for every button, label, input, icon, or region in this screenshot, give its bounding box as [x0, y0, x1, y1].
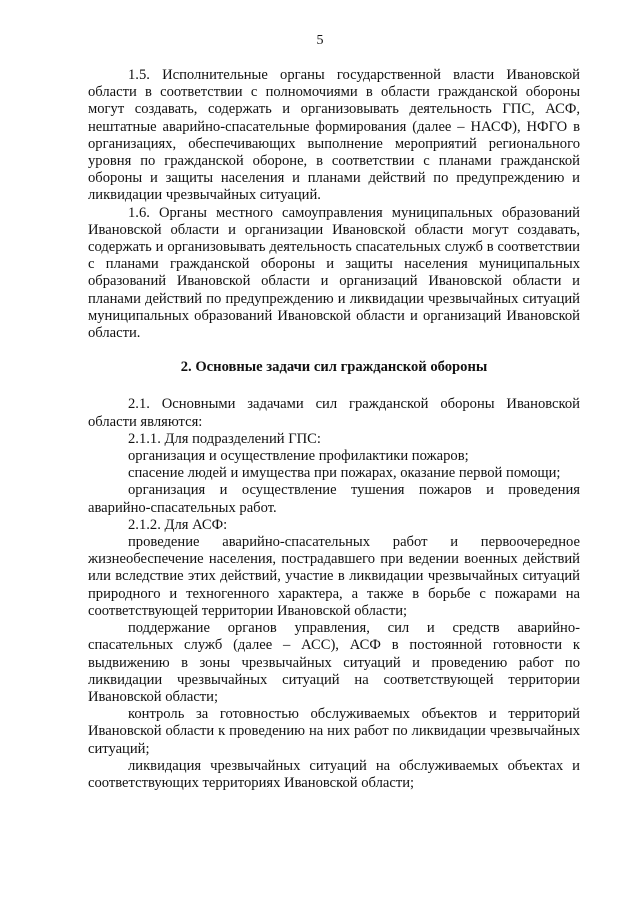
- paragraph-2-1-2: 2.1.2. Для АСФ:: [128, 516, 228, 533]
- list-item: организация и осуществление тушения пожаров и проведения аварийно-спасательных работ.: [88, 482, 580, 516]
- list-item: поддержание органов управления, сил и средств аварийно-спасательных служб (далее – АСС), АСФ в постоянной готовности к выдвижению в зоны чрезвычайных ситуаций и проведению работ по ликвидации чрезвычайных ситуаций на соответствующей территории Ивановской области;: [88, 620, 580, 705]
- list-item: организация и осуществление профилактики пожаров;: [128, 448, 469, 465]
- paragraph-1-6: 1.6. Органы местного самоуправления муниципальных образований Ивановской области и организации Ивановской области могут создавать, содержать и организовывать деятельность спасательных служб в соответствии с планами гражданской обороны и защиты населения муниципальных образований Ивановской области и организаций Ивановской области и планами действий по предупреждению и ликвидации чрезвычайных ситуаций муниципальных образований Ивановской области и организаций Ивановской области.: [88, 204, 580, 342]
- page-number: 5: [316, 33, 324, 48]
- document-body: [88, 67, 580, 792]
- list-item: ликвидация чрезвычайных ситуаций на обслуживаемых объектах и соответствующих территориях Ивановской области;: [88, 757, 580, 791]
- paragraph-2-1: 2.1. Основными задачами сил гражданской обороны Ивановской области являются:: [88, 396, 580, 430]
- list-item: спасение людей и имущества при пожарах, оказание первой помощи;: [128, 465, 561, 482]
- list-item: проведение аварийно-спасательных работ и первоочередное жизнеобеспечение населения, пострадавшего при ведении военных действий или вследствие этих действий, участие в ликвидации чрезвычайных ситуаций природного и техногенного характера, а также в борьбе с пожарами на соответствующей территории Ивановской области;: [88, 534, 580, 619]
- paragraph-1-5: 1.5. Исполнительные органы государственной власти Ивановской области в соответствии с полномочиями в области гражданской обороны могут создавать, содержать и организовывать деятельность ГПС, АСФ, нештатные аварийно-спасательные формирования (далее – НАСФ), НФГО в организациях, обеспечивающих выполнение мероприятий регионального уровня по гражданской обороне, в соответствии с планами гражданской обороны и защиты населения и планами действий по предупреждению и ликвидации чрезвычайных ситуаций.: [88, 67, 580, 204]
- section-heading: 2. Основные задачи сил гражданской обороны: [180, 359, 488, 376]
- list-item: контроль за готовностью обслуживаемых объектов и территорий Ивановской области к проведению на них работ по ликвидации чрезвычайных ситуаций;: [88, 706, 580, 757]
- paragraph-2-1-1: 2.1.1. Для подразделений ГПС:: [128, 430, 321, 447]
